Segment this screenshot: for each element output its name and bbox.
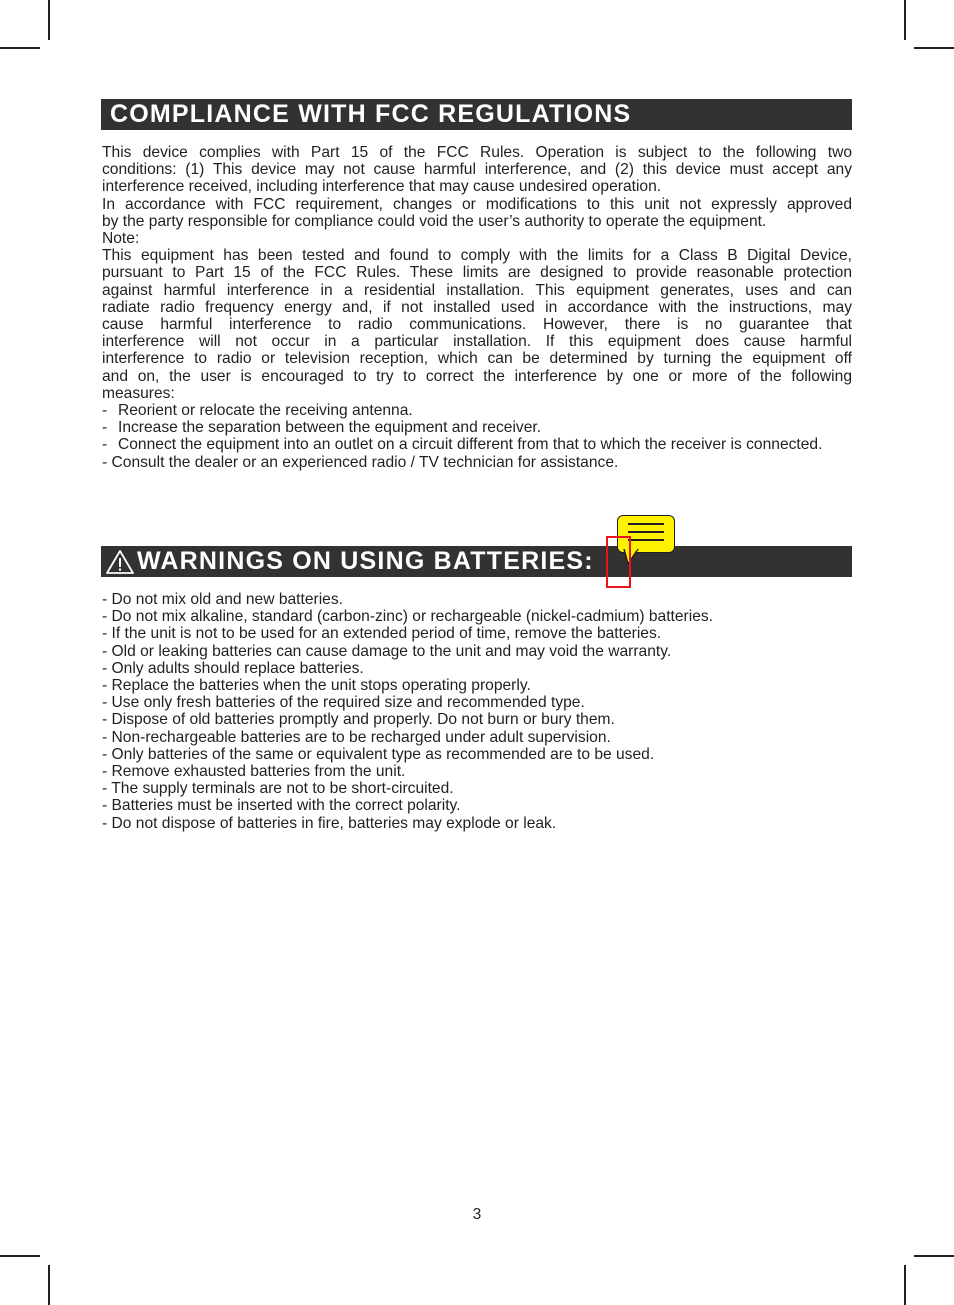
battery-warning-item: - Do not mix alkaline, standard (carbon-zinc) or rechargeable (nickel-cadmium) batteries. bbox=[102, 608, 714, 626]
crop-mark bbox=[48, 1265, 50, 1305]
battery-warning-item: - Batteries must be inserted with the correct polarity. bbox=[102, 797, 461, 815]
annotation-highlight-box[interactable] bbox=[606, 536, 631, 588]
paragraph-line: This device complies with Part 15 of the FCC Rules. Operation is subject to the following two bbox=[102, 144, 852, 161]
battery-warning-item: - Do not dispose of batteries in fire, batteries may explode or leak. bbox=[102, 814, 557, 832]
paragraph-line: and on, the user is encouraged to try to correct the interference by one or more of the following bbox=[102, 367, 852, 385]
crop-mark bbox=[914, 1255, 954, 1257]
bullet-dash: - bbox=[102, 436, 108, 454]
battery-warning-item: - Only batteries of the same or equivalent type as recommended are to be used. bbox=[102, 745, 655, 763]
crop-mark bbox=[904, 1265, 906, 1305]
page-number: 3 bbox=[472, 1206, 482, 1223]
battery-warning-item: - The supply terminals are not to be short-circuited. bbox=[102, 780, 454, 798]
battery-warning-item: - Only adults should replace batteries. bbox=[102, 659, 364, 677]
crop-mark bbox=[904, 0, 906, 40]
battery-warning-item: - Non-rechargeable batteries are to be recharged under adult supervision. bbox=[102, 728, 611, 746]
fcc-section-heading bbox=[101, 99, 852, 130]
battery-warning-item: - Replace the batteries when the unit stops operating properly. bbox=[102, 677, 531, 695]
paragraph-line: by the party responsible for compliance could void the user’s authority to operate the equipment. bbox=[102, 212, 767, 230]
paragraph-line: pursuant to Part 15 of the FCC Rules. These limits are designed to provide reasonable protection bbox=[102, 264, 852, 282]
paragraph-line: interference to radio or television reception, which can be determined by turning the equipment off bbox=[102, 350, 852, 368]
note-label: Note: bbox=[102, 230, 140, 248]
note-line bbox=[628, 523, 664, 525]
battery-warning-list bbox=[102, 591, 852, 832]
battery-warning-item: - Dispose of old batteries promptly and properly. Do not burn or bury them. bbox=[102, 711, 615, 729]
paragraph-line: against harmful interference in a residential installation. This equipment generates, uses and can bbox=[102, 281, 852, 299]
paragraph-line: interference will not occur in a particular installation. If this equipment does cause harmful bbox=[102, 333, 852, 351]
measure-item bbox=[102, 436, 852, 453]
warning-triangle-icon bbox=[105, 549, 135, 575]
measure-text: Reorient or relocate the receiving antenna. bbox=[118, 402, 413, 420]
crop-mark bbox=[914, 47, 954, 49]
battery-section-title: WARNINGS ON USING BATTERIES: bbox=[137, 547, 594, 575]
note-line bbox=[628, 539, 664, 541]
paragraph-line: measures: bbox=[102, 384, 175, 402]
battery-warning-item: - Do not mix old and new batteries. bbox=[102, 591, 343, 608]
bullet-dash: - bbox=[102, 402, 108, 420]
fcc-section-body bbox=[102, 144, 852, 471]
measure-item bbox=[102, 419, 852, 436]
measure-text: Increase the separation between the equipment and receiver. bbox=[118, 419, 542, 437]
battery-warning-item: - Remove exhausted batteries from the unit. bbox=[102, 763, 406, 781]
note-line bbox=[628, 531, 664, 533]
bullet-dash: - bbox=[102, 419, 108, 437]
consult-line: - Consult the dealer or an experienced radio / TV technician for assistance. bbox=[102, 453, 619, 471]
paragraph-line: cause harmful interference to radio communications. However, there is no guarantee that bbox=[102, 316, 852, 334]
paragraph-line: radiate radio frequency energy and, if not installed used in accordance with the instructions, may bbox=[102, 298, 852, 316]
paragraph-line: In accordance with FCC requirement, changes or modifications to this unit not expressly approved bbox=[102, 195, 852, 213]
battery-warning-item: - Use only fresh batteries of the required size and recommended type. bbox=[102, 694, 585, 712]
measure-item bbox=[102, 402, 852, 419]
battery-section-heading bbox=[101, 546, 852, 577]
crop-mark bbox=[48, 0, 50, 40]
crop-mark bbox=[0, 47, 40, 49]
paragraph-line: interference received, including interference that may cause undesired operation. bbox=[102, 178, 662, 196]
battery-warning-item: - Old or leaking batteries can cause damage to the unit and may void the warranty. bbox=[102, 642, 672, 660]
measure-text: Connect the equipment into an outlet on a circuit different from that to which the receiver is connected. bbox=[118, 436, 823, 454]
paragraph-line: This equipment has been tested and found to comply with the limits for a Class B Digital Device, bbox=[102, 247, 852, 265]
fcc-section-title: COMPLIANCE WITH FCC REGULATIONS bbox=[110, 100, 632, 128]
battery-warning-item: - If the unit is not to be used for an extended period of time, remove the batteries. bbox=[102, 625, 662, 643]
crop-mark bbox=[0, 1255, 40, 1257]
paragraph-line: conditions: (1) This device may not cause harmful interference, and (2) this device must accept any bbox=[102, 161, 852, 179]
